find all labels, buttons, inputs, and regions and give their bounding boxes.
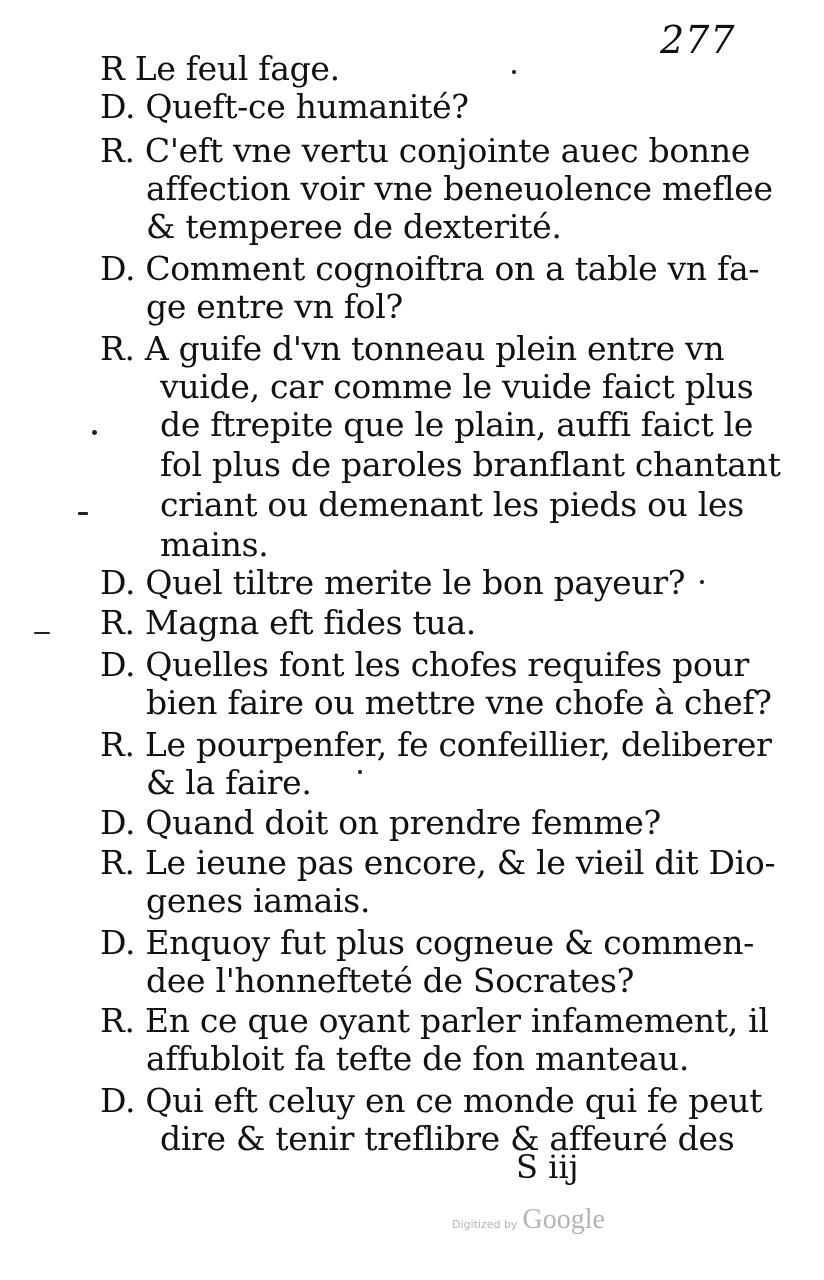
text-line: fol plus de paroles branflant chantant [160, 445, 781, 484]
text-line: D. Quelles font les chofes requifes pour [100, 645, 749, 684]
text-line: R. A guife d'vn tonneau plein entre vn [100, 329, 725, 368]
text-line: de ftrepite que le plain, auffi faict le [160, 405, 754, 444]
scan-speck [34, 632, 50, 634]
scan-speck [358, 770, 362, 774]
text-line: R. En ce que oyant parler infamement, il [100, 1001, 769, 1040]
text-line: ge entre vn fol? [146, 287, 403, 326]
text-line: affection voir vne beneuolence meflee [146, 169, 773, 208]
text-line: D. Comment cognoiftra on a table vn fa- [100, 249, 760, 288]
text-line: R Le feul fage. [100, 49, 340, 88]
text-line: R. Le pourpenfer, fe confeillier, deliberer [100, 725, 772, 764]
text-line: D. Queft-ce humanité? [100, 87, 469, 126]
text-line: bien faire ou mettre vne chofe à chef? [146, 683, 772, 722]
text-line: affubloit fa tefte de fon manteau. [146, 1039, 690, 1078]
text-line: & la faire. [146, 763, 312, 802]
text-line: dire & tenir treflibre & affeuré des [160, 1119, 735, 1158]
text-line: genes iamais. [146, 881, 371, 920]
footer-prefix: Digitized by [452, 1218, 518, 1231]
digitized-footer [452, 1204, 605, 1236]
text-line: dee l'honnefteté de Socrates? [146, 961, 635, 1000]
scan-speck [700, 580, 704, 584]
scan-speck [78, 512, 88, 515]
signature-mark: S iij [516, 1148, 579, 1186]
text-line: D. Qui eft celuy en ce monde qui fe peut [100, 1081, 763, 1120]
text-line: R. Le ieune pas encore, & le vieil dit Dio- [100, 843, 776, 882]
text-line: mains. [160, 525, 269, 564]
scan-speck [512, 70, 516, 74]
text-line: criant ou demenant les pieds ou les [160, 485, 744, 524]
page-number: 277 [660, 18, 736, 62]
text-line: D. Quel tiltre merite le bon payeur? [100, 563, 686, 602]
text-line: & temperee de dexterité. [146, 207, 562, 246]
text-line: D. Enquoy fut plus cogneue & commen- [100, 923, 755, 962]
google-logo: Google [522, 1204, 605, 1235]
scan-speck [92, 430, 97, 435]
text-line: R. C'eft vne vertu conjointe auec bonne [100, 131, 751, 170]
text-line: D. Quand doit on prendre femme? [100, 803, 661, 842]
text-line: vuide, car comme le vuide faict plus [160, 367, 754, 406]
text-line: R. Magna eft fides tua. [100, 603, 476, 642]
